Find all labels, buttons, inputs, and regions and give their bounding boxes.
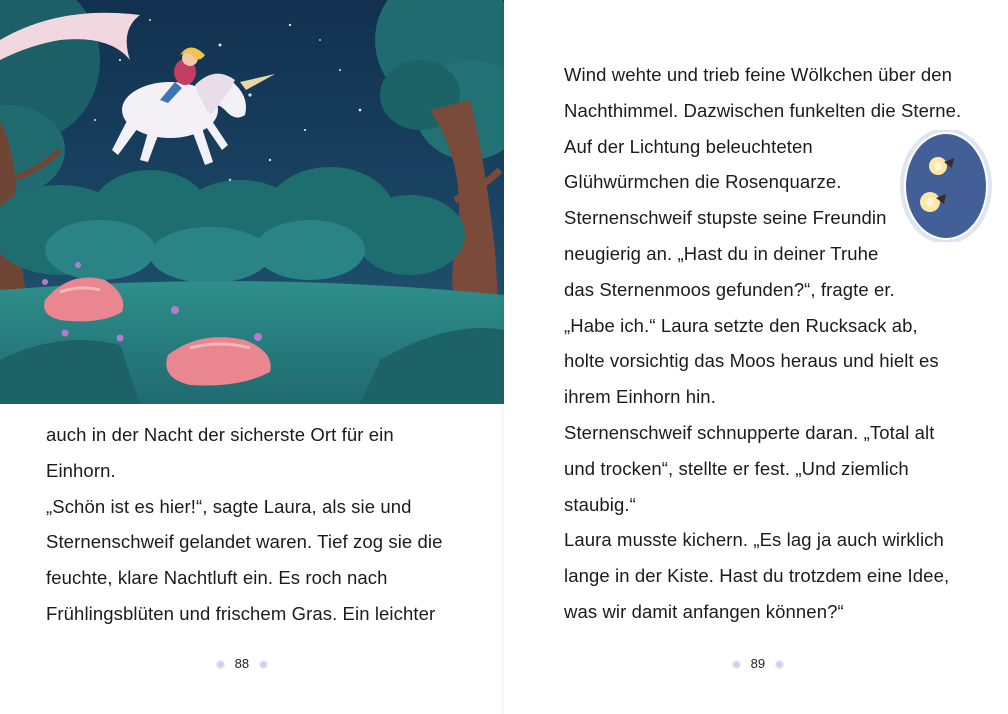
- sparkle-icon: [775, 660, 784, 669]
- text-line: lange in der Kiste. Hast du trotzdem eine Idee,: [564, 565, 950, 587]
- text-line: neugierig an. „Hast du in deiner Truhe: [564, 242, 879, 264]
- text-line: Laura musste kichern. „Es lag ja auch wirklich: [564, 529, 944, 551]
- text-line: das Sternenmoos gefunden?“, fragte er.: [564, 278, 895, 300]
- text-line: Einhorn.: [46, 459, 116, 481]
- page-number: 89: [750, 656, 766, 671]
- text-line: holte vorsichtig das Moos heraus und hielt es: [564, 350, 939, 372]
- right-page-text: [564, 61, 994, 634]
- page-number-right: [732, 656, 784, 671]
- text-line: was wir damit anfangen können?“: [564, 600, 844, 622]
- sparkle-icon: [216, 660, 225, 669]
- text-line: Auf der Lichtung beleuchteten: [564, 135, 813, 157]
- text-line: Nachthimmel. Dazwischen funkelten die Sterne.: [564, 99, 962, 121]
- text-line: Sternenschweif stupste seine Freundin: [564, 207, 887, 229]
- text-line: auch in der Nacht der sicherste Ort für ein: [46, 424, 394, 445]
- text-line: Frühlingsblüten und frischem Gras. Ein leichter: [46, 602, 436, 624]
- text-line: und trocken“, stellte er fest. „Und ziemlich: [564, 457, 909, 479]
- text-line: „Schön ist es hier!“, sagte Laura, als sie und: [46, 495, 412, 517]
- left-page-text: [46, 421, 486, 636]
- sparkle-icon: [259, 660, 268, 669]
- text-line: staubig.“: [564, 493, 636, 515]
- forest-bushes-front: [45, 220, 365, 283]
- text-line: „Habe ich.“ Laura setzte den Rucksack ab,: [564, 314, 918, 336]
- text-line: Glühwürmchen die Rosenquarze.: [564, 171, 842, 193]
- right-page: [504, 0, 1008, 714]
- text-line: feuchte, klare Nachtluft ein. Es roch nach: [46, 567, 388, 589]
- text-line: Wind wehte und trieb feine Wölkchen über den: [564, 64, 952, 85]
- sparkle-icon: [732, 660, 741, 669]
- text-line: ihrem Einhorn hin.: [564, 386, 716, 408]
- text-line: Sternenschweif gelandet waren. Tief zog sie die: [46, 531, 443, 553]
- page-number: 88: [234, 656, 250, 671]
- unicorn-night-illustration: [0, 0, 504, 404]
- page-number-left: [216, 656, 268, 671]
- text-line: Sternenschweif schnupperte daran. „Total alt: [564, 421, 935, 443]
